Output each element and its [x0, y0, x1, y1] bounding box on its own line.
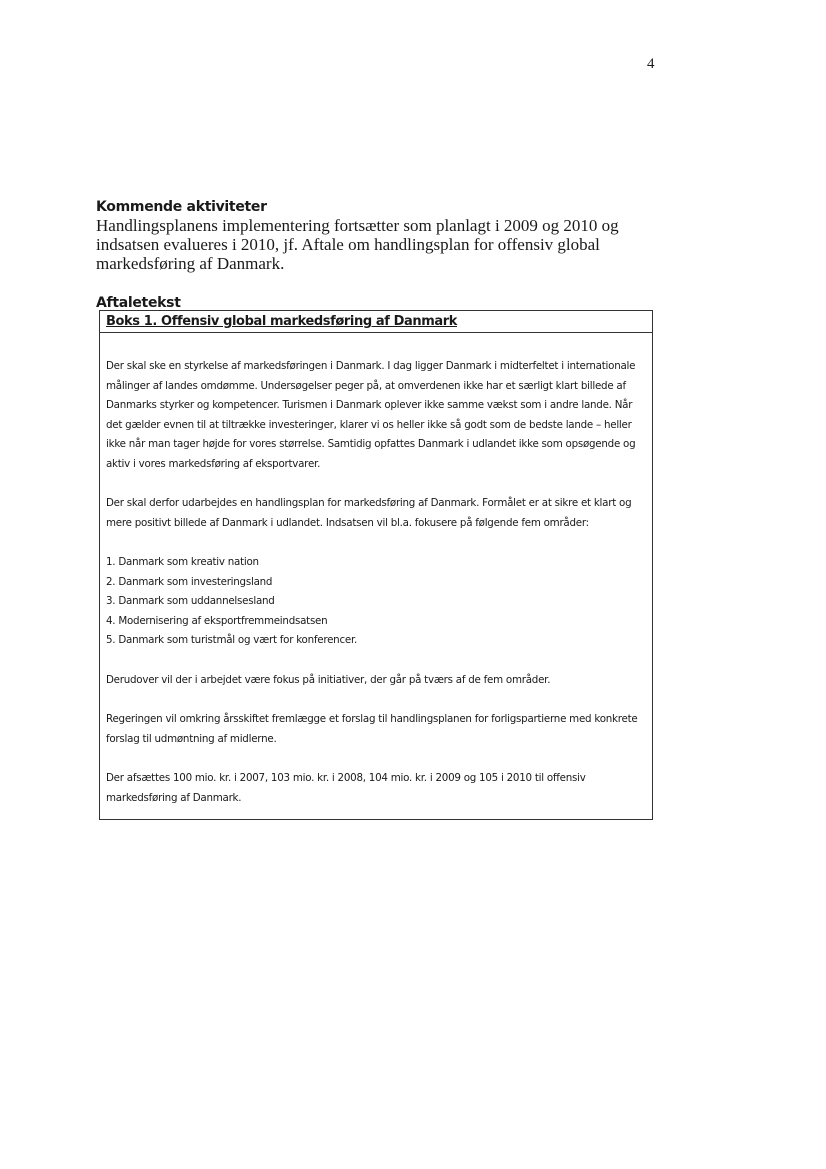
list-item: 1. Danmark som kreativ nation	[106, 556, 259, 568]
list-item: 2. Danmark som investeringsland	[106, 575, 273, 588]
focus-areas-list	[106, 553, 646, 651]
list-item: 5. Danmark som turistmål og vært for konferencer.	[106, 634, 358, 646]
list-item: 4. Modernisering af eksportfremmeindsatsen	[106, 614, 328, 627]
box-paragraph: Der skal derfor udarbejdes en handlingsplan for markedsføring af Danmark. Formålet er at sikre et klart og mere positivt billede af Danmark i udlandet. Indsatsen vil bl.a. fokusere på følgende fem områder:	[106, 497, 632, 529]
section-activities	[96, 198, 656, 273]
box-content	[100, 333, 652, 808]
section-heading: Aftaletekst	[96, 295, 181, 311]
agreement-box	[99, 310, 653, 820]
section-heading: Kommende aktiviteter	[96, 199, 267, 215]
box-paragraph: Der skal ske en styrkelse af markedsføringen i Danmark. I dag ligger Danmark i midterfeltet i internationale målinger af landes omdømme. Undersøgelser peger på, at omverdenen ikke har et særligt klart billede af Danmarks styrker og kompetencer. Turismen i Danmark oplever ikke samme vækst som i andre lande. Når det gælder evnen til at tiltrække investeringer, klarer vi os heller ikke så godt som de bedste lande – heller ikke når man tager højde for vores størrelse. Samtidig opfattes Danmark i udlandet ikke som opsøgende og aktiv i vores markedsføring af eksportvarer.	[106, 360, 636, 470]
page-number: 4	[647, 56, 655, 72]
section-body-text: Handlingsplanens implementering fortsætter som planlagt i 2009 og 2010 og indsatsen evalueres i 2010, jf. Aftale om handlingsplan for offensiv global markedsføring af Danmark.	[96, 216, 619, 273]
box-paragraph: Derudover vil der i arbejdet være fokus på initiativer, der går på tværs af de fem områder.	[106, 673, 551, 686]
list-item: 3. Danmark som uddannelsesland	[106, 595, 275, 607]
box-title-bar	[100, 311, 652, 333]
box-paragraph: Der afsættes 100 mio. kr. i 2007, 103 mio. kr. i 2008, 104 mio. kr. i 2009 og 105 i 2010 til offensiv markedsføring af Danmark.	[106, 772, 586, 804]
box-title: Boks 1. Offensiv global markedsføring af Danmark	[106, 314, 458, 329]
box-paragraph: Regeringen vil omkring årsskiftet fremlægge et forslag til handlingsplanen for forligspartierne med konkrete forslag til udmøntning af midlerne.	[106, 713, 638, 745]
